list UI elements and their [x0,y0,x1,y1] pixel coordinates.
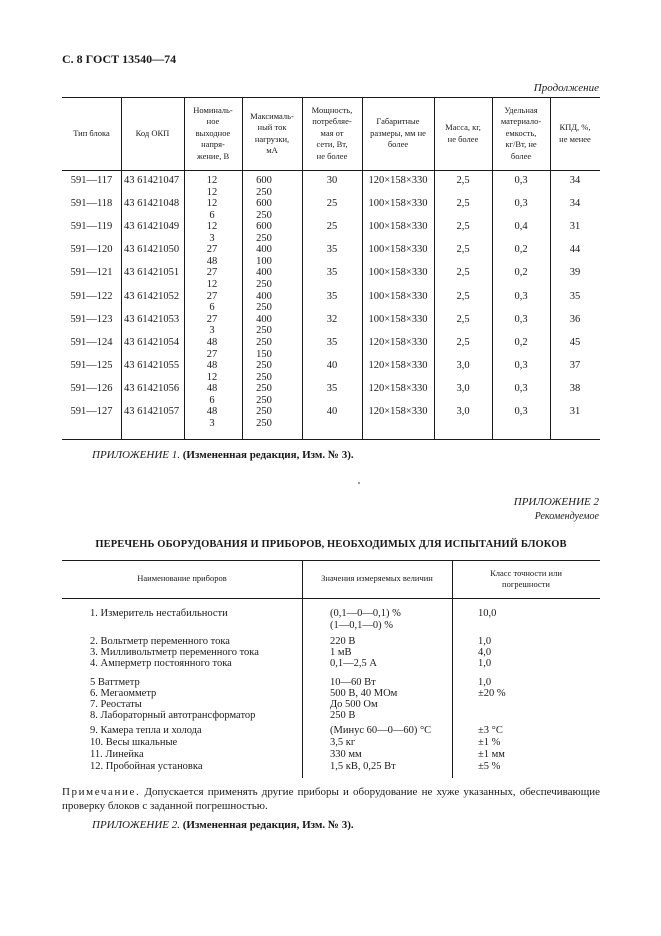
current-primary: 250 [256,336,272,348]
mass: 3,0 [456,359,470,371]
block-type: 591—124 [70,336,113,348]
measured-range: 250 В [330,710,356,721]
voltage-primary: 12 [206,221,218,233]
current-primary: 600 [256,175,272,186]
instrument-name: 6. Мегаомметр [90,688,157,699]
measured-range: 10—60 Вт [330,677,376,688]
specific-material: 0,2 [514,267,528,279]
efficiency: 39 [569,267,581,279]
block-type: 591—125 [70,359,113,371]
block-type: 591—126 [70,382,113,394]
mass: 2,5 [456,267,470,279]
block-type: 591—120 [70,244,113,256]
voltage-primary: 27 [206,244,218,256]
measured-range: (0,1—0—0,1) % [330,608,401,619]
column-header: Максималь- ный ток нагрузки, мА [250,110,294,155]
okp-code: 43 61421047 [124,175,180,186]
current-secondary: 250 [256,302,272,314]
instrument-name: 1. Измеритель нестабильности [90,608,228,619]
block-type: 591—121 [70,267,113,279]
note-paragraph [62,785,600,813]
accuracy-class: ±1 % [478,737,501,748]
current-primary: 400 [256,313,272,325]
okp-code: 43 61421050 [124,244,180,256]
measured-range: До 500 Ом [330,699,378,710]
okp-code: 43 61421054 [124,336,180,348]
column-header: Габаритные размеры, мм не более [370,116,426,150]
column-header: КПД, %, не менее [559,122,591,144]
current-secondary: 250 [256,371,272,383]
annex2-number: ПРИЛОЖЕНИЕ 2 [513,496,599,508]
block-type: 591—122 [70,290,113,302]
okp-code: 43 61421053 [124,313,180,325]
specific-material: 0,3 [514,313,528,325]
instrument-name: 3. Милливольтметр переменного тока [90,647,259,658]
current-secondary: 250 [256,417,272,429]
accuracy-class: 10,0 [478,608,497,619]
specs-table [62,97,600,439]
specific-material: 0,3 [514,382,528,394]
current-primary: 250 [256,406,272,417]
voltage-secondary: 12 [206,186,218,198]
block-type: 591—119 [70,221,113,233]
current-secondary: 250 [256,233,272,244]
dimensions: 100×158×330 [368,313,428,325]
power-consumption: 35 [326,336,338,348]
voltage-secondary: 6 [209,394,215,406]
power-consumption: 40 [326,359,338,371]
okp-code: 43 61421056 [124,382,180,394]
measured-range: 1,5 кВ, 0,25 Вт [330,761,396,772]
efficiency: 38 [569,382,581,394]
mass: 3,0 [456,382,470,394]
efficiency: 44 [569,244,581,256]
instrument-name: 11. Линейка [90,749,144,760]
specific-material: 0,3 [514,359,528,371]
column-header: Мощность, потребляе- мая от сети, Вт, не более [311,104,353,161]
mass: 3,0 [456,406,470,417]
mass: 2,5 [456,244,470,256]
efficiency: 37 [569,359,581,371]
okp-code: 43 61421051 [124,267,180,279]
current-secondary: 250 [256,186,272,198]
power-consumption: 40 [326,406,338,417]
accuracy-class: 1,0 [478,636,492,647]
current-primary: 250 [256,359,272,371]
voltage-primary: 27 [206,313,218,325]
current-primary: 250 [256,382,272,394]
specific-material: 0,3 [514,290,528,302]
column-header: Наименование приборов [137,573,227,584]
voltage-primary: 12 [206,175,218,186]
current-secondary: 150 [256,348,272,360]
accuracy-class: 4,0 [478,647,492,658]
instrument-name: 7. Реостаты [90,699,142,710]
column-header: Удельная материало- емкость, кг/Вт, не более [500,104,542,161]
column-header: Класс точности или погрешности [490,567,562,589]
voltage-primary: 48 [206,336,218,348]
efficiency: 31 [569,406,581,417]
voltage-secondary: 48 [206,256,218,268]
okp-code: 43 61421055 [124,359,180,371]
equipment-table [62,560,600,778]
measured-range: 0,1—2,5 А [330,658,377,669]
block-type: 591—117 [70,175,113,186]
power-consumption: 25 [326,221,338,233]
efficiency: 34 [569,175,581,186]
column-header: Масса, кг, не более [445,122,481,144]
annex1-label: ПРИЛОЖЕНИЕ 1. [92,449,180,461]
column-header: Значения измеряемых величин [321,573,433,584]
dimensions: 100×158×330 [368,290,428,302]
measured-range: (1—0,1—0) % [330,620,393,631]
mass: 2,5 [456,290,470,302]
efficiency: 31 [569,221,581,233]
table-rule-top [62,97,600,98]
efficiency: 36 [569,313,581,325]
power-consumption: 35 [326,382,338,394]
accuracy-class: ±5 % [478,761,501,772]
current-primary: 600 [256,221,272,233]
voltage-primary: 48 [206,382,218,394]
note-text: Допускается применять другие приборы и оборудование не хуже указанных, обеспечивающие проверку блоков с заданной погрешностью. [62,786,601,812]
annex2-text: (Измененная редакция, Изм. № 3). [182,819,354,831]
annex1-text: (Измененная редакция, Изм. № 3). [182,449,354,461]
dimensions: 120×158×330 [368,175,428,186]
current-secondary: 250 [256,325,272,337]
current-primary: 400 [256,244,272,256]
dimensions: 120×158×330 [368,359,428,371]
annex2-label: ПРИЛОЖЕНИЕ 2. [92,819,180,831]
measured-range: 3,5 кг [330,737,356,748]
dimensions: 120×158×330 [368,406,428,417]
specific-material: 0,2 [514,336,528,348]
dimensions: 120×158×330 [368,336,428,348]
power-consumption: 35 [326,244,338,256]
instrument-name: 10. Весы шкальные [90,737,178,748]
continuation-label: Продолжение [533,82,599,94]
measured-range: (Минус 60—0—60) °С [330,725,432,736]
efficiency: 34 [569,198,581,210]
annex2-status: Рекомендуемое [534,511,599,522]
column-header: Номиналь- ное выходное напря- жение, В [193,104,233,161]
current-primary: 400 [256,290,272,302]
measured-range: 500 В, 40 МОм [330,688,398,699]
current-primary: 600 [256,198,272,210]
specific-material: 0,2 [514,244,528,256]
mass: 2,5 [456,175,470,186]
accuracy-class: 1,0 [478,677,492,688]
current-primary: 400 [256,267,272,279]
annex2-title: ПЕРЕЧЕНЬ ОБОРУДОВАНИЯ И ПРИБОРОВ, НЕОБХОДИМЫХ ДЛЯ ИСПЫТАНИЙ БЛОКОВ [95,539,567,550]
voltage-secondary: 6 [209,209,215,221]
efficiency: 45 [569,336,581,348]
voltage-secondary: 12 [206,279,218,291]
column-header: Код ОКП [135,127,170,138]
voltage-primary: 27 [206,267,218,279]
mass: 2,5 [456,198,470,210]
okp-code: 43 61421057 [124,406,180,417]
okp-code: 43 61421052 [124,290,180,302]
specific-material: 0,3 [514,406,528,417]
accuracy-class: ±3 °С [478,725,503,736]
power-consumption: 30 [326,175,338,186]
voltage-primary: 48 [206,359,218,371]
page-header: С. 8 ГОСТ 13540—74 [62,52,177,66]
block-type: 591—118 [70,198,113,210]
voltage-secondary: 3 [209,233,215,244]
current-secondary: 100 [256,256,272,268]
annex2-amendment-note [92,819,354,831]
note-label: Примечание. [62,786,141,798]
dimensions: 100×158×330 [368,221,428,233]
efficiency: 35 [569,290,581,302]
voltage-secondary: 27 [206,348,218,360]
speck [358,482,360,484]
voltage-primary: 48 [206,406,218,417]
specific-material: 0,3 [514,175,528,186]
column-header: Тип блока [73,127,110,138]
power-consumption: 32 [326,313,338,325]
table-rule-header [62,598,600,599]
block-type: 591—127 [70,406,113,417]
instrument-name: 4. Амперметр постоянного тока [90,658,232,669]
instrument-name: 12. Пробойная установка [90,761,203,772]
instrument-name: 9. Камера тепла и холода [90,725,202,736]
dimensions: 120×158×330 [368,382,428,394]
mass: 2,5 [456,336,470,348]
dimensions: 100×158×330 [368,267,428,279]
power-consumption: 35 [326,290,338,302]
measured-range: 1 мВ [330,647,352,658]
table-rule-bottom [62,439,600,440]
voltage-primary: 27 [206,290,218,302]
power-consumption: 25 [326,198,338,210]
instrument-name: 8. Лабораторный автотрансформатор [90,710,256,721]
voltage-secondary: 6 [209,302,215,314]
okp-code: 43 61421048 [124,198,180,210]
measured-range: 330 мм [330,749,362,760]
mass: 2,5 [456,313,470,325]
block-type: 591—123 [70,313,113,325]
measured-range: 220 В [330,636,356,647]
specific-material: 0,4 [514,221,528,233]
current-secondary: 250 [256,209,272,221]
dimensions: 100×158×330 [368,244,428,256]
accuracy-class: ±1 мм [478,749,505,760]
annex1-amendment-note [92,449,354,461]
accuracy-class: 1,0 [478,658,492,669]
mass: 2,5 [456,221,470,233]
voltage-secondary: 12 [206,371,218,383]
current-secondary: 250 [256,279,272,291]
dimensions: 100×158×330 [368,198,428,210]
power-consumption: 35 [326,267,338,279]
accuracy-class: ±20 % [478,688,506,699]
okp-code: 43 61421049 [124,221,180,233]
current-secondary: 250 [256,394,272,406]
voltage-secondary: 3 [209,325,215,337]
voltage-secondary: 3 [209,417,215,429]
table-rule-header [62,170,600,171]
table-rule-top [62,560,600,561]
instrument-name: 2. Вольтметр переменного тока [90,636,230,647]
specific-material: 0,3 [514,198,528,210]
voltage-primary: 12 [206,198,218,210]
instrument-name: 5 Ваттметр [90,677,140,688]
